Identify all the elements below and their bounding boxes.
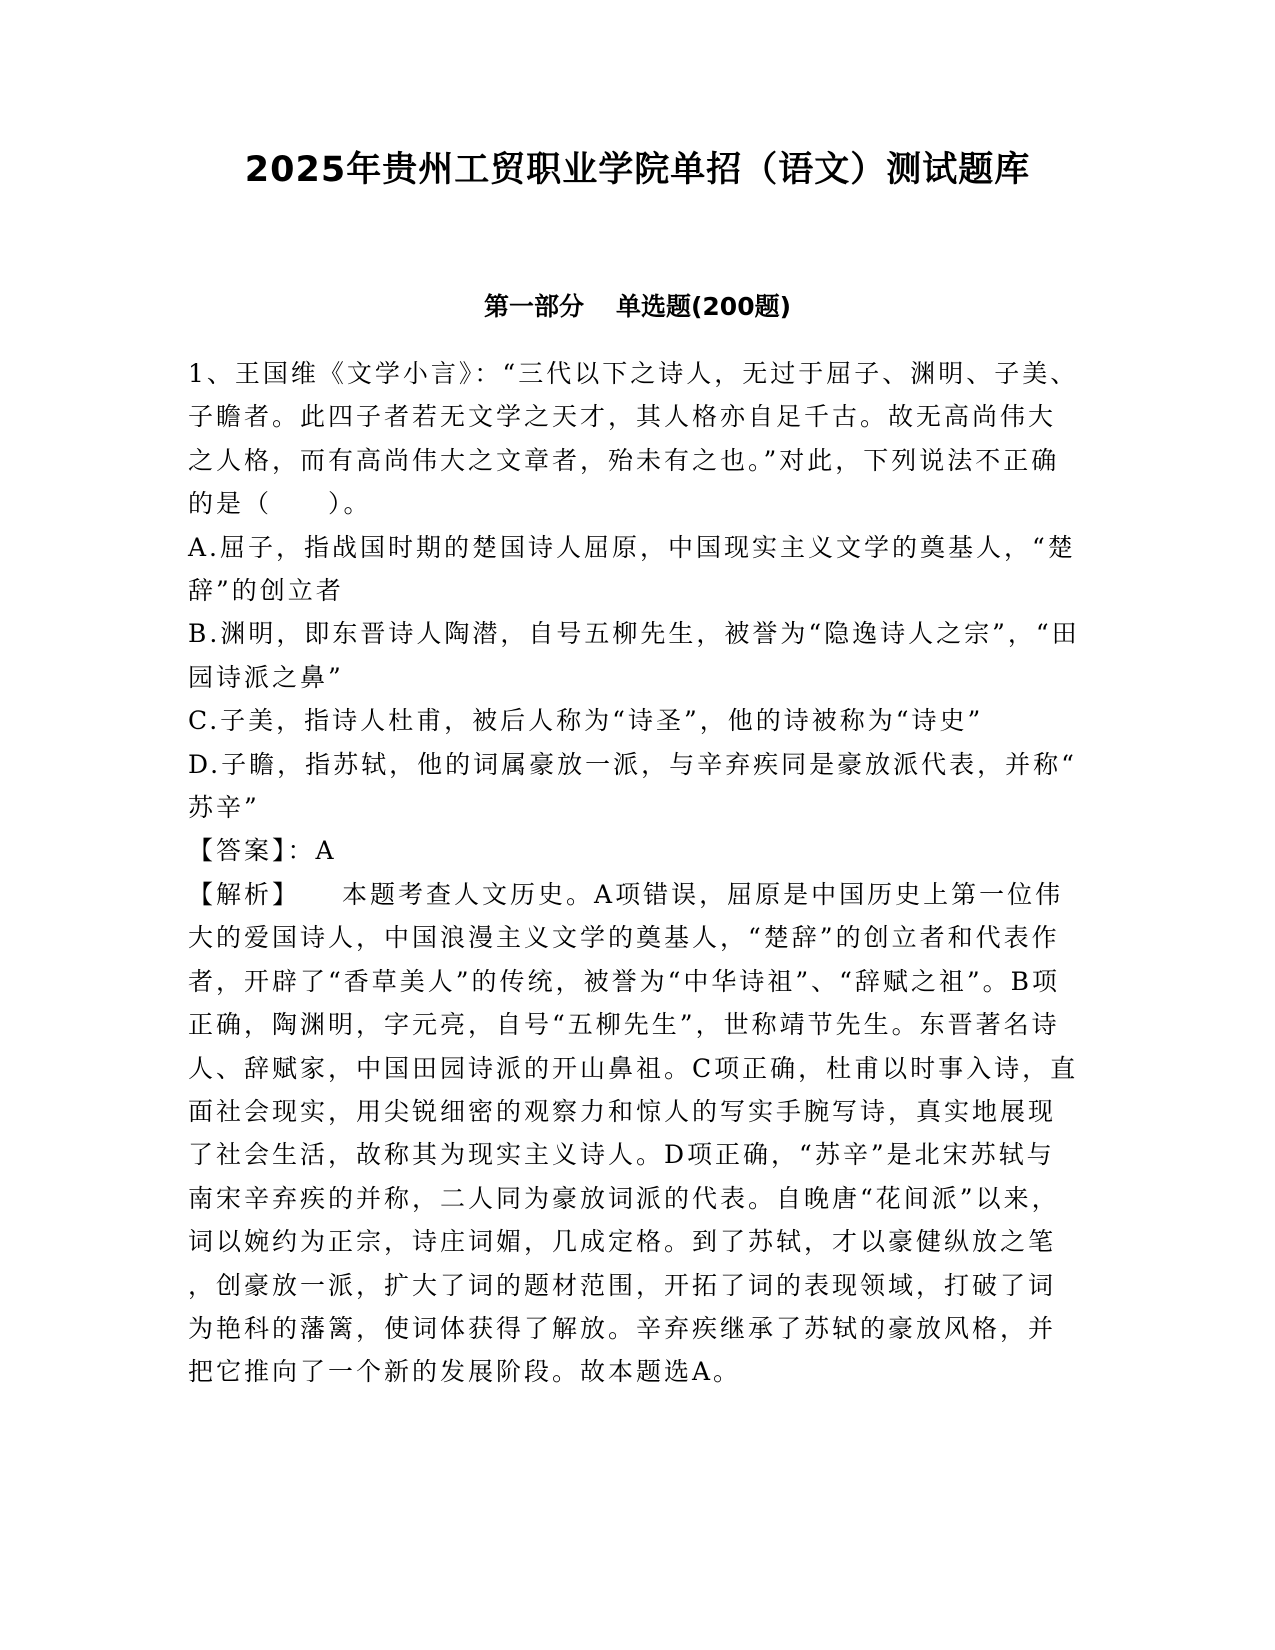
question-stem: 1、王国维《文学小言》：“三代以下之诗人，无过于屈子、渊明、子美、子瞻者。此四子者若无文学之天才，其人格亦自足千古。故无高尚伟大之人格，而有高尚伟大之文章者，殆未有之也。”对此，下列说法不正确的是（ ）。	[188, 359, 1079, 519]
question-block	[188, 352, 1080, 1394]
section-name: 单选题(200题)	[615, 292, 792, 321]
answer-value: A	[315, 836, 337, 866]
analysis-text: 本题考查人文历史。A项错误，屈原是中国历史上第一位伟大的爱国诗人，中国浪漫主义文学的奠基人，“楚辞”的创立者和代表作者，开辟了“香草美人”的传统，被誉为“中华诗祖”、“辞赋之祖”。B项正确，陶渊明，字元亮，自号“五柳先生”，世称靖节先生。东晋著名诗人、辞赋家，中国田园诗派的开山鼻祖。C项正确，杜甫以时事入诗，直面社会现实，用尖锐细密的观察力和惊人的写实手腕写诗，真实地展现了社会生活，故称其为现实主义诗人。D项正确，“苏辛”是北宋苏轼与南宋辛弃疾的并称，二人同为豪放词派的代表。自晚唐“花间派”以来，词以婉约为正宗，诗庄词媚，几成定格。到了苏轼，才以豪健纵放之笔，创豪放一派，扩大了词的题材范围，开拓了词的表现领域，打破了词为艳科的藩篱，使词体获得了解放。辛弃疾继承了苏轼的豪放风格，并把它推向了一个新的发展阶段。故本题选A。	[188, 879, 1079, 1387]
option-a: A.屈子，指战国时期的楚国诗人屈原，中国现实主义文学的奠基人，“楚辞”的创立者	[188, 532, 1076, 606]
option-d: D.子瞻，指苏轼，他的词属豪放一派，与辛弃疾同是豪放派代表，并称“苏辛”	[188, 749, 1077, 823]
option-b: B.渊明，即东晋诗人陶潜，自号五柳先生，被誉为“隐逸诗人之宗”，“田园诗派之鼻”	[188, 619, 1080, 692]
answer-line	[188, 829, 1080, 872]
section-heading	[0, 290, 1275, 324]
analysis-label: 【解析】	[188, 879, 301, 909]
option-c: C.子美，指诗人杜甫，被后人称为“诗圣”，他的诗被称为“诗史”	[188, 706, 984, 736]
answer-label: 【答案】：	[188, 836, 316, 866]
analysis-paragraph	[188, 873, 1080, 1394]
section-part: 第一部分	[483, 292, 584, 321]
document-title: 2025年贵州工贸职业学院单招（语文）测试题库	[244, 150, 1031, 190]
